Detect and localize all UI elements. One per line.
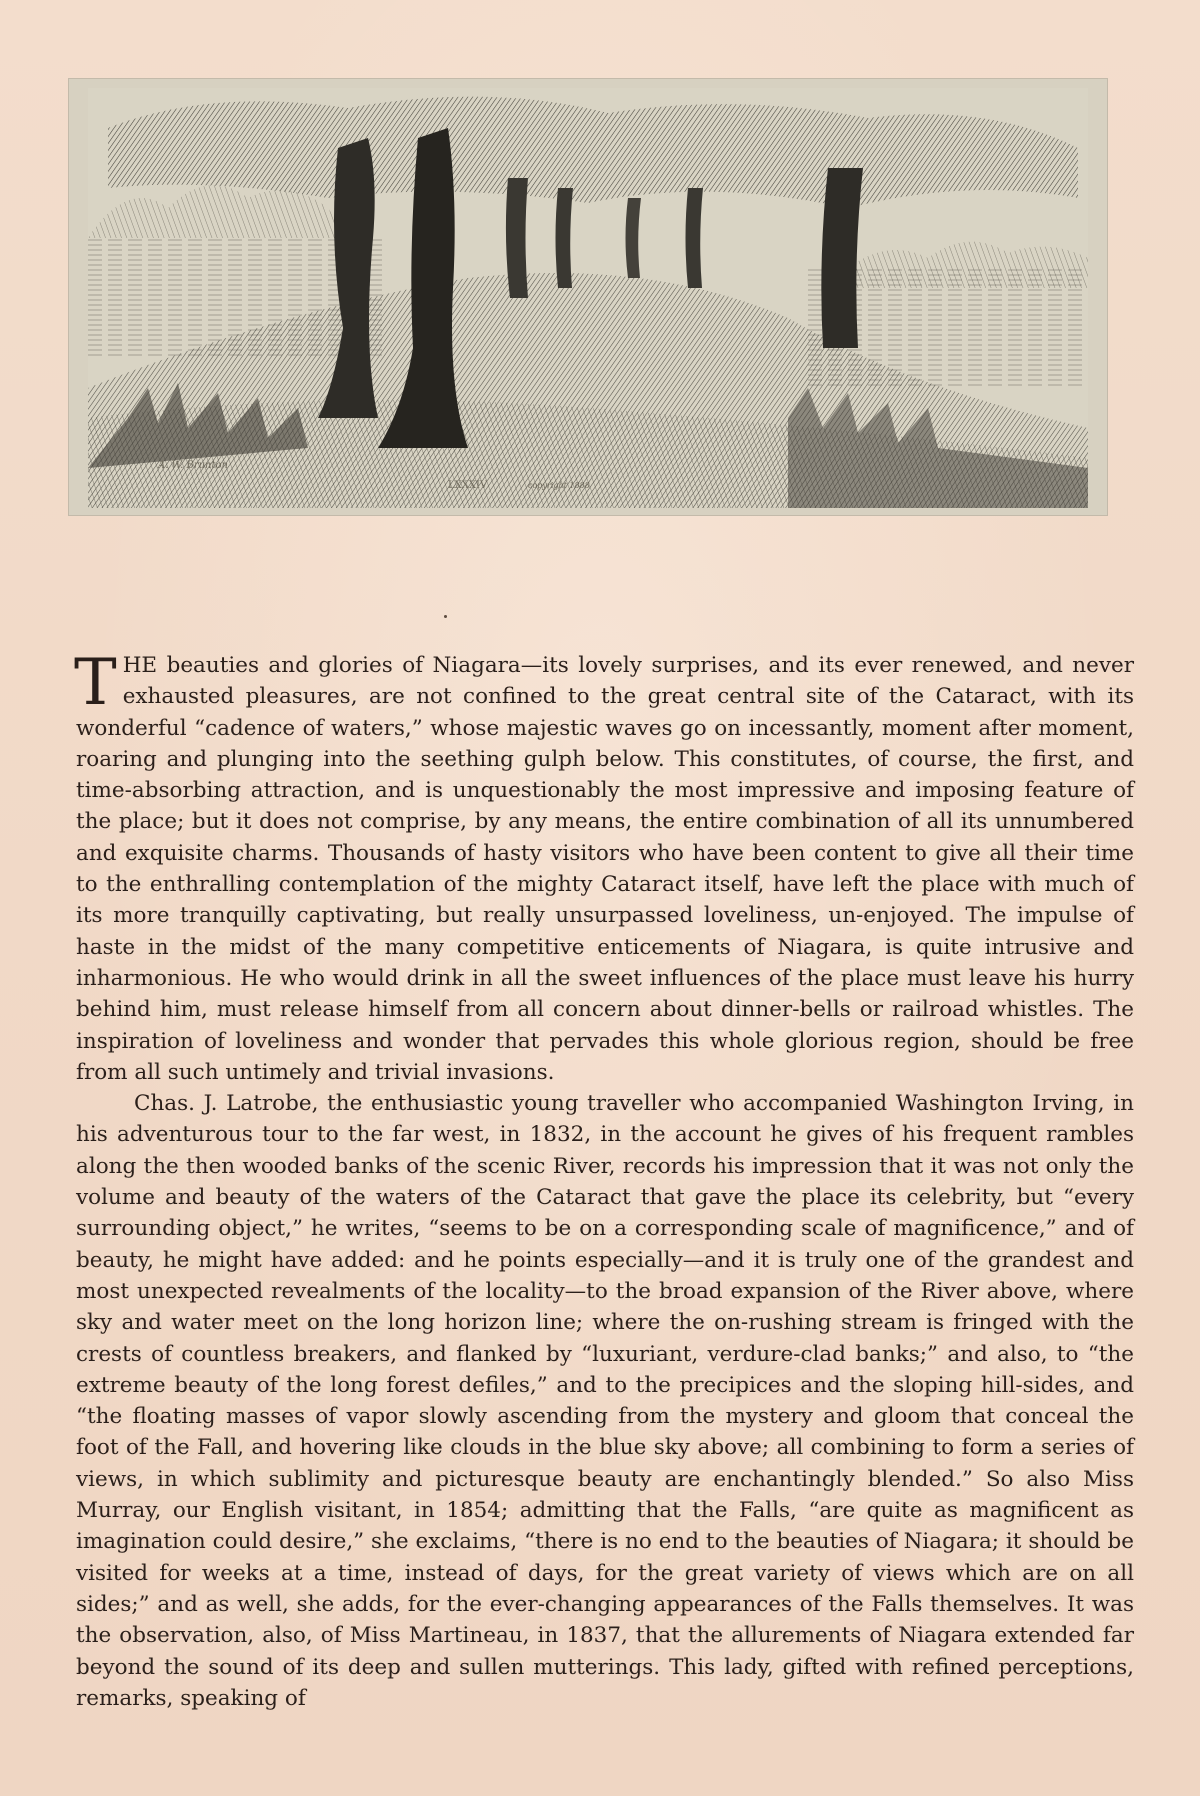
article-body (74, 646, 1134, 1714)
artist-signature: A. W. Brunton (158, 460, 228, 471)
etching-of-trees-on-riverbank-icon (88, 88, 1088, 508)
ink-speck (444, 615, 447, 618)
drop-cap: T (74, 646, 117, 720)
paragraph-1 (74, 646, 1134, 1088)
paragraph-2: Chas. J. Latrobe, the enthusiastic young traveller who accompanied Washington Irving, in his adventurous tour to the far west, in 1832, in the account he gives of his frequent rambles along the then wooded banks of the scenic River, records his impression that it was not only the volume and beauty of the waters of the Cataract that gave the place its celebrity, but “every surrounding object,” he writes, “seems to be on a corresponding scale of magnificence,” and of beauty, he might have added: and he points especially—and it is truly one of the grandest and most unexpected revealments of the locality—to the broad expansion of the River above, where sky and water meet on the long horizon line; where the on-rushing stream is fringed with the crests of countless breakers, and flanked by “luxuriant, verdure-clad banks;” and also, to “the extreme beauty of the long forest defiles,” and to the precipices and the sloping hill-sides, and “the floating masses of vapor slowly ascending from the mystery and gloom that conceal the foot of the Fall, and hovering like clouds in the blue sky above; all combining to form a series of views, in which sublimity and picturesque beauty are enchantingly blended.” So also Miss Murray, our English visitant, in 1854; admitting that the Falls, “are quite as magnificent as imagination could desire,” she exclaims, “there is no end to the beauties of Niagara; it should be visited for weeks at a time, instead of days, for the great variety of views which are on all sides;” and as well, she adds, for the ever-changing appearances of the Falls themselves. It was the observation, also, of Miss Martineau, in 1837, that the allurements of Niagara extended far beyond the sound of its deep and sullen mutterings. This lady, gifted with refined perceptions, remarks, speaking of (76, 1091, 1134, 1711)
copyright-mark: copyright 1888 (528, 481, 590, 490)
etching-plate (68, 78, 1108, 516)
paragraph-1-text: HE beauties and glories of Niagara—its lovely surprises, and its ever renewed, and never exhausted pleasures, are not confined to the great central site of the Cataract, with its wonderful “cadence of waters,” whose majestic waves go on incessantly, moment after moment, roaring and plunging into the seething gulph below. This constitutes, of course, the first, and time-absorbing attraction, and is unquestionably the most impressive and imposing feature of the place; but it does not comprise, by any means, the entire combination of all its unnumbered and exquisite charms. Thousands of hasty visitors who have been content to give all their time to the enthralling contemplation of the mighty Cataract itself, have left the place with much of its more tranquilly captivating, but really unsurpassed loveliness, un-enjoyed. The impulse of haste in the midst of the many competitive enticements of Niagara, is quite intrusive and inharmonious. He who would drink in all the sweet influences of the place must leave his hurry behind him, must release himself from all concern about dinner-bells or railroad whistles. The inspiration of loveliness and wonder that pervades this whole glorious region, should be free from all such untimely and trivial invasions. (76, 653, 1134, 1085)
plate-number: LXXXIV (448, 480, 488, 491)
